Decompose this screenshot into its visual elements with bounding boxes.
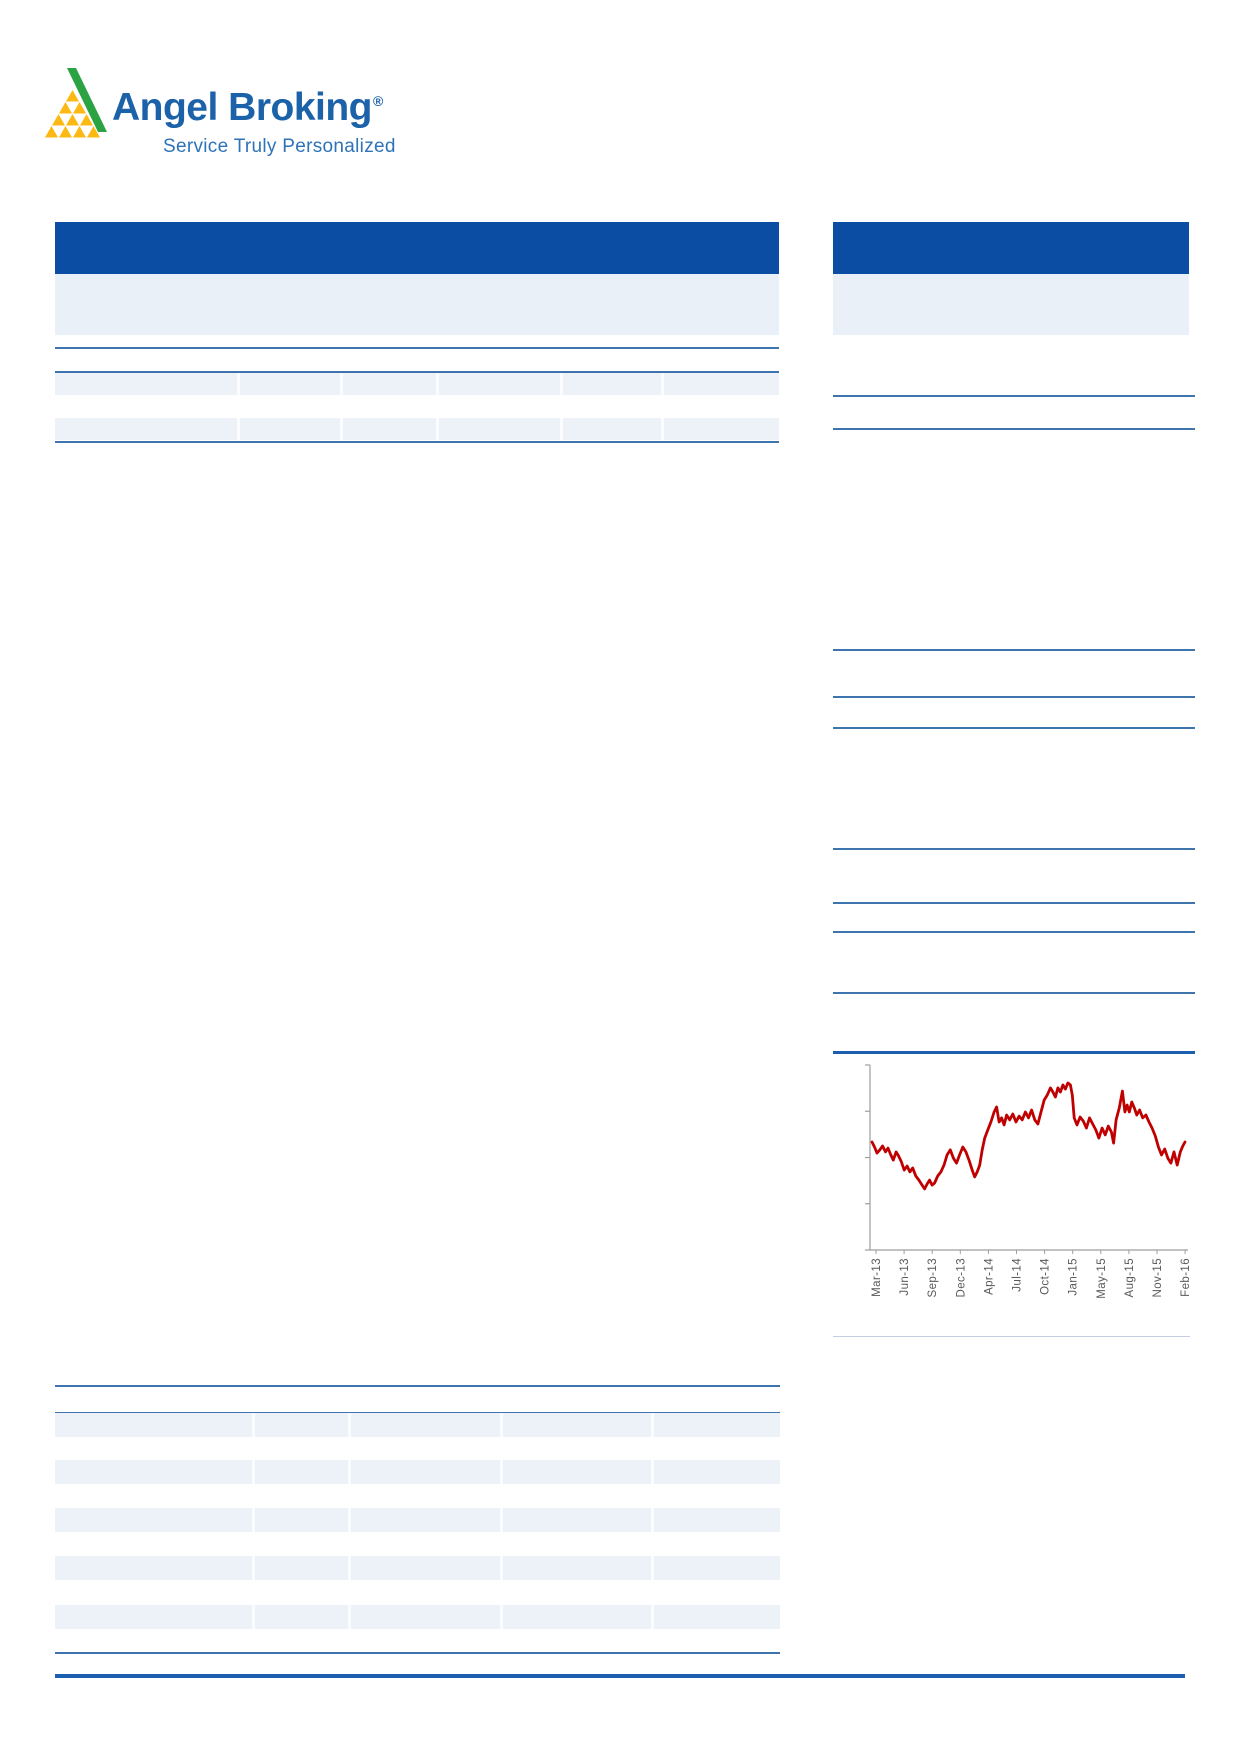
- registered-mark: ®: [373, 93, 383, 109]
- chart-section-top-rule: [833, 1051, 1195, 1054]
- column-divider: [500, 1556, 503, 1580]
- table-row: [55, 1556, 780, 1580]
- table-row: [55, 418, 779, 440]
- angel-broking-logo-icon: [38, 62, 108, 138]
- left-header-bar: [55, 222, 779, 274]
- column-divider: [651, 1460, 654, 1484]
- right-rule: [833, 992, 1195, 994]
- right-rule: [833, 649, 1195, 651]
- bottom-table-rule-top: [55, 1385, 780, 1387]
- column-divider: [661, 373, 664, 395]
- x-axis-label: Nov-15: [1152, 1258, 1164, 1298]
- column-divider: [500, 1460, 503, 1484]
- column-divider: [651, 1413, 654, 1437]
- x-axis-label: Jan-15: [1067, 1258, 1080, 1296]
- column-divider: [500, 1413, 503, 1437]
- column-divider: [252, 1556, 255, 1580]
- right-rule: [833, 931, 1195, 933]
- column-divider: [340, 418, 343, 440]
- column-divider: [500, 1605, 503, 1629]
- x-axis-label: Jun-13: [899, 1258, 912, 1296]
- column-divider: [436, 418, 439, 440]
- brand-text: Angel Broking: [112, 86, 373, 129]
- x-axis-label: Sep-13: [927, 1258, 940, 1298]
- stock-price-chart-svg: [833, 1058, 1195, 1344]
- x-axis-label: Jul-14: [1011, 1258, 1024, 1292]
- column-divider: [252, 1460, 255, 1484]
- table-row: [55, 1508, 780, 1532]
- column-divider: [560, 418, 563, 440]
- table-row: [55, 1605, 780, 1629]
- right-rule: [833, 727, 1195, 729]
- x-axis-label: May-15: [1095, 1258, 1108, 1299]
- right-header-bar: [833, 222, 1189, 274]
- right-rule: [833, 696, 1195, 698]
- column-divider: [348, 1556, 351, 1580]
- column-divider: [348, 1508, 351, 1532]
- brand-tagline: Service Truly Personalized: [163, 136, 396, 157]
- right-rule: [833, 395, 1195, 397]
- x-axis-label: Apr-14: [983, 1258, 996, 1295]
- column-divider: [651, 1605, 654, 1629]
- table-row: [55, 373, 779, 395]
- right-rule: [833, 848, 1195, 850]
- column-divider: [252, 1605, 255, 1629]
- column-divider: [252, 1508, 255, 1532]
- x-axis-label: Oct-14: [1039, 1258, 1052, 1295]
- left-table-rule-top: [55, 347, 779, 349]
- column-divider: [500, 1508, 503, 1532]
- price-line-series: [872, 1083, 1185, 1189]
- table-row: [55, 1413, 780, 1437]
- column-divider: [651, 1508, 654, 1532]
- angel-broking-logo: [30, 58, 396, 168]
- left-table-rule-bottom: [55, 441, 779, 443]
- column-divider: [348, 1413, 351, 1437]
- left-header-band: [55, 274, 779, 335]
- column-divider: [340, 373, 343, 395]
- x-axis-label: Feb-16: [1180, 1258, 1193, 1297]
- column-divider: [252, 1413, 255, 1437]
- brand-name: [112, 86, 383, 130]
- x-axis-label: Aug-15: [1123, 1258, 1136, 1298]
- column-divider: [436, 373, 439, 395]
- x-axis-label: Mar-13: [871, 1258, 883, 1297]
- column-divider: [560, 373, 563, 395]
- column-divider: [651, 1556, 654, 1580]
- column-divider: [237, 418, 240, 440]
- right-header-band: [833, 274, 1189, 335]
- right-rule: [833, 902, 1195, 904]
- chart-section-bottom-rule: [833, 1336, 1190, 1337]
- x-axis-label: Dec-13: [955, 1258, 968, 1298]
- right-rule: [833, 428, 1195, 430]
- chart-graphics: [865, 1065, 1192, 1299]
- stock-price-chart: [833, 1058, 1195, 1344]
- page-bottom-rule: [55, 1674, 1185, 1678]
- bottom-table-rule-bottom: [55, 1652, 780, 1654]
- column-divider: [661, 418, 664, 440]
- column-divider: [348, 1460, 351, 1484]
- column-divider: [237, 373, 240, 395]
- table-row: [55, 1460, 780, 1484]
- column-divider: [348, 1605, 351, 1629]
